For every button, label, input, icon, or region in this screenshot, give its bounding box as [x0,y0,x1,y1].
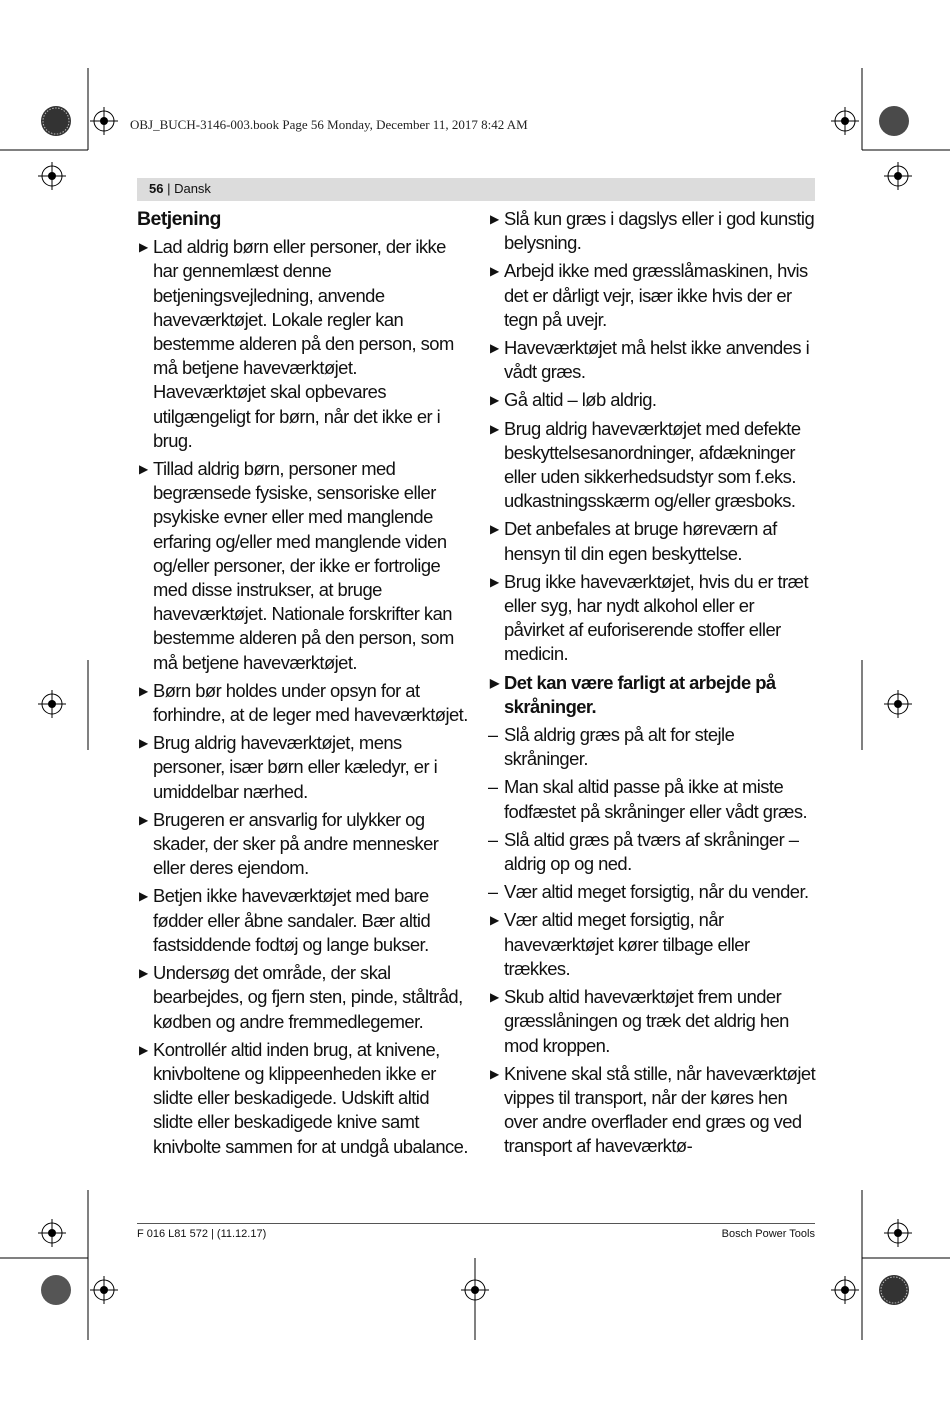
print-info-line: OBJ_BUCH-3146-003.book Page 56 Monday, December 11, 2017 8:42 AM [130,117,528,132]
list-item-text: Kontrollér altid inden brug, at knivene, knivboltene og klippeenheden ikke er slidte eller beskadigede. Udskift altid slidte eller beskadigede knive samt knivbolte sammen for at undgå ubalance. [153,1038,468,1157]
triangle-bullet-icon: ▶ [139,683,148,698]
triangle-bullet-icon: ▶ [490,990,499,1005]
left-item-list [137,235,472,1159]
triangle-bullet-icon: ▶ [139,462,148,477]
bullet-list-item [488,259,818,332]
triangle-bullet-icon: ▶ [490,264,499,279]
left-column [137,207,472,1163]
bullet-list-item [137,961,472,1034]
dash-list-item [488,880,818,904]
dash-icon: – [488,777,498,798]
page-header [137,178,815,201]
triangle-bullet-icon: ▶ [490,393,499,408]
list-item-text: Vær altid meget forsigtig, når du vender. [504,881,809,903]
list-item-text: Arbejd ikke med græsslåmaskinen, hvis det er dårligt vejr, især ikke hvis der er tegn på uvejr. [504,260,808,330]
list-item-text: Slå aldrig græs på alt for stejle skråninger. [504,724,735,770]
footer-code: F 016 L81 572 | (11.12.17) [137,1228,267,1240]
dash-icon: – [488,725,498,746]
list-item-text: Brug aldrig haveværktøjet, mens personer, især børn eller kæledyr, er i umiddelbar nærhed. [153,732,438,802]
list-item-text: Brugeren er ansvarlig for ulykker og skader, der sker på andre mennesker eller deres ejendom. [153,808,439,879]
page-number: 56 [149,181,164,196]
triangle-bullet-icon: ▶ [139,966,148,981]
bullet-list-item [137,457,472,675]
list-item-text: Betjen ikke haveværktøjet med bare fødder eller åbne sandaler. Bær altid fastsiddende fodtøj og lange bukser. [153,885,431,955]
bullet-list-item [137,731,472,804]
dash-list-item [488,828,818,876]
triangle-bullet-icon: ▶ [490,522,499,537]
bullet-list-item [488,671,818,719]
triangle-bullet-icon: ▶ [139,1042,148,1057]
list-item-text: Vær altid meget forsigtig, når haveværktøjet kører tilbage eller trækkes. [504,909,750,979]
header-language: Dansk [174,181,211,196]
bullet-list-item [137,884,472,957]
list-item-text: Brug ikke haveværktøjet, hvis du er træt eller syg, har nydt alkohol eller er påvirket af euforiserende stoffer eller medicin. [504,570,809,665]
triangle-bullet-icon: ▶ [490,341,499,356]
bullet-list-item [137,679,472,727]
triangle-bullet-icon: ▶ [490,574,499,589]
dash-icon: – [488,882,498,903]
right-item-list [488,207,818,1159]
list-item-text: Det kan være farligt at arbejde på skråninger. [504,671,776,717]
triangle-bullet-icon: ▶ [490,913,499,928]
list-item-text: Haveværktøjet må helst ikke anvendes i vådt græs. [504,337,810,383]
bullet-list-item [488,517,818,565]
right-column [488,207,818,1163]
list-item-text: Børn bør holdes under opsyn for at forhindre, at de leger med haveværktøjet. [153,679,468,726]
bullet-list-item [488,207,818,255]
bullet-list-item [488,908,818,981]
list-item-text: Det anbefales at bruge høreværn af hensyn til din egen beskyttelse. [504,518,777,564]
header-separator: | [163,181,175,196]
dash-list-item [488,775,818,823]
list-item-text: Skub altid haveværktøjet frem under græsslåningen og træk det aldrig hen mod kroppen. [504,986,789,1056]
list-item-text: Lad aldrig børn eller personer, der ikke har gennemlæst denne betjeningsvejledning, anvende haveværktøjet. Lokale regler kan bestemme alderen på den person, som må betjene haveværktøjet. Haveværktøjet skal opbevares utilgængeligt for børn, når det ikke er i brug. [153,236,454,451]
list-item-text: Brug aldrig haveværktøjet med defekte beskyttelsesanordninger, afdækninger eller uden sikkerhedsudstyr som f.eks. udkastningsskærm og/eller græsboks. [504,417,801,512]
bullet-list-item [137,235,472,453]
list-item-text: Undersøg det område, der skal bearbejdes, og fjern sten, pinde, ståltråd, kødben og andre fremmedlegemer. [153,962,463,1032]
dash-icon: – [488,829,498,850]
triangle-bullet-icon: ▶ [139,812,148,827]
triangle-bullet-icon: ▶ [490,1066,499,1081]
list-item-text: Man skal altid passe på ikke at miste fodfæstet på skråninger eller vådt græs. [504,776,808,822]
bullet-list-item [488,417,818,514]
list-item-text: Tillad aldrig børn, personer med begrænsede fysiske, sensoriske eller psykiske evner eller med manglende erfaring og/eller med manglende viden og/eller personer, der ikke er fortrolige med disse instrukser, at bruge haveværktøjet. Nationale forskrifter kan bestemme alderen på den person, som må betjene haveværktøjet. [153,458,454,673]
dash-list-item [488,723,818,771]
triangle-bullet-icon: ▶ [139,240,148,255]
list-item-text: Slå kun græs i dagslys eller i god kunstig belysning. [504,208,815,254]
bullet-list-item [137,808,472,881]
triangle-bullet-icon: ▶ [490,675,499,690]
list-item-text: Gå altid – løb aldrig. [504,389,657,411]
bullet-list-item [488,570,818,667]
footer-divider [137,1223,815,1224]
list-item-text: Slå altid græs på tværs af skråninger – aldrig op og ned. [504,828,799,875]
footer-brand: Bosch Power Tools [721,1228,815,1240]
triangle-bullet-icon: ▶ [139,889,148,904]
list-item-text: Knivene skal stå stille, når haveværktøjet vippes til transport, når der køres hen over andre overflader end græs og ved transport af haveværktø- [504,1062,816,1157]
bullet-list-item [488,985,818,1058]
bullet-list-item [137,1038,472,1159]
triangle-bullet-icon: ▶ [490,421,499,436]
bullet-list-item [488,1062,818,1159]
triangle-bullet-icon: ▶ [139,736,148,751]
triangle-bullet-icon: ▶ [490,212,499,226]
bullet-list-item [488,388,818,412]
bullet-list-item [488,336,818,384]
section-heading: Betjening [137,208,221,230]
